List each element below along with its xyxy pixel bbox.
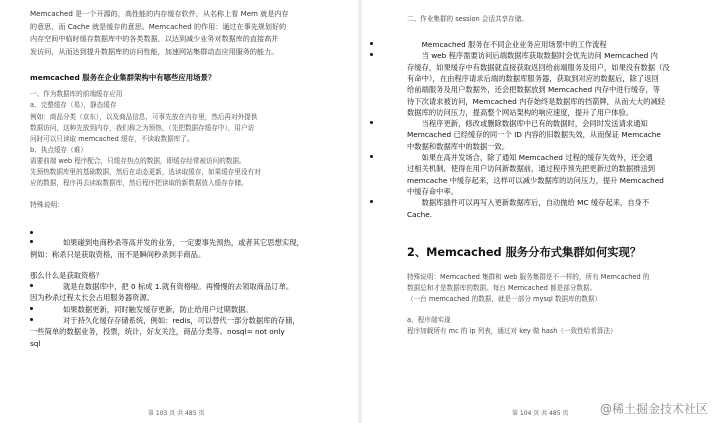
right-page <box>362 0 720 423</box>
bullet-dot <box>30 307 33 310</box>
section-heading: 2、Memcached 服务分布式集群如何实现？ <box>407 245 642 259</box>
bullet-item <box>407 197 690 208</box>
text-line: 问时可以只读取 memcached 缓存，不读取数据库了。 <box>30 134 194 143</box>
text-line: 数据总和才是数据库的数据。每台 Memcached 都是部分数据。 <box>407 283 597 292</box>
text-line: Memcached 是一个开源的，高性能的内存缓存软件，从名称上看 Mem 就是内存 <box>30 9 289 18</box>
text-line: 有命中），在由程序请求后端的数据库服务器，获取到对应的数据后，除了返回 <box>407 73 659 83</box>
text-line: 应的数据，程序再去读取数据库，然后程序把读取的新数据放入缓存存储。 <box>30 179 248 188</box>
bullet-item <box>407 39 690 50</box>
text-line: 因为秒杀过程太长会占用服务器资源。 <box>30 293 155 303</box>
text-line: 当 web 程序需要访问后端数据库获取数据时会优先访问 Memcached 内 <box>421 51 658 61</box>
text-line: a、程序端实现 <box>407 316 451 325</box>
intro-paragraph <box>30 8 336 58</box>
watermark: @稀土掘金技术社区 <box>599 402 708 416</box>
scenario-list <box>30 89 336 189</box>
text-line: 那么什么是获取资格？ <box>30 270 103 280</box>
text-line: 先预热数据库里的基础数据，然后在动态更新，选读取缓存，如果缓存里没有对 <box>30 168 261 177</box>
text-line: 如果数据更新，同时触发缓存更新，防止给用户过期数据。 <box>63 304 253 314</box>
section-heading: memcached 服务在企业集群架构中有哪些应用场景？ <box>30 73 216 83</box>
text-line: 如果碰到电商秒杀等高并发的业务，一定要事先预热，或者其它思想实现， <box>63 238 304 248</box>
text-line: 程序加载所有 mc 的 ip 列表，通过对 key 做 hash（一致性哈希算法） <box>407 327 617 336</box>
bullet-dot <box>370 42 373 45</box>
bullet-item <box>63 281 336 292</box>
text-line: b、执点缓存（难） <box>30 145 87 154</box>
text-line: Memcached 服务在不同企业业务应用场景中的工作流程 <box>421 40 607 50</box>
text-line: 给前端服务及用户数据外，还会把数据放到 Memcached 内存中进行缓存，等 <box>407 85 661 95</box>
bullet-item <box>63 315 336 326</box>
text-line: 例如：称杀只是获取资格，而不是瞬间秒杀到手商品。 <box>30 249 206 259</box>
bullet-dot <box>370 155 373 158</box>
text-line: 的意思，而 Cache 就是缓存的意思。Memcached 的作用：通过在事先规划好的 <box>30 21 287 31</box>
text-line: 特殊说明：Memcached 集群和 web 服务集群是不一样的，所有 Memcached 的 <box>407 272 650 281</box>
page-number: 第 103 页 共 485 页 <box>148 410 205 417</box>
text-line: 数据库的访问压力，提高整个网站架构的响应速度，提升了用户体验。 <box>407 107 634 117</box>
text-line: a、完整缓存（易），静态缓存 <box>30 101 117 110</box>
section-title: 二、作业集群的 session 会话共享存储。 <box>407 15 528 23</box>
text-line: 一、作为数据库的前端缓存应用 <box>30 90 123 99</box>
text-line: Cache. <box>407 209 433 219</box>
text-line: 当程序更新，修改或删除数据库中已有的数据时，会同时发送请求通知 <box>421 119 648 129</box>
bullet-item <box>63 237 336 248</box>
text-line: 过相关机制，使得在用户访问新数据前，通过程序预先把更新过的数据推送到 <box>407 164 656 174</box>
left-page <box>0 0 358 423</box>
bullet-dot <box>30 240 33 243</box>
special-note-label: 特殊说明： <box>30 201 64 210</box>
text-line: 内存空间中临时缓存数据库中的各类数据，以达到减少业务对数据库的直接高并 <box>30 34 279 44</box>
bullet-empty <box>30 227 336 237</box>
bullet-item <box>407 118 690 129</box>
text-line: Memcached 已经缓存的同一个 ID 内容的旧数据失效，从而保证 Memcache <box>407 130 661 140</box>
bullet-item <box>407 50 690 61</box>
bullet-dot <box>30 284 33 287</box>
text-line: 中缓存命中率。 <box>407 186 459 196</box>
text-line: 就是在数据库中，把 0 标成 1.就有资格啦。再慢慢的去领取商品订单。 <box>63 282 294 292</box>
text-line: 中数据和数据库中的数据一致。 <box>407 141 510 151</box>
bullet-dot <box>370 121 373 124</box>
text-line: 如果在高并发场合，除了通知 Memcached 过程的缓存失效外，还会通 <box>421 153 653 163</box>
bullet-dot <box>370 53 373 56</box>
text-line: 一些简单的数据业务，投票，统计，好友关注，商品分类等。nosql= not only <box>30 327 285 337</box>
bullet-item <box>407 152 690 163</box>
bullet-dot <box>370 200 373 203</box>
text-line: sql <box>30 338 41 348</box>
text-line: 对于持久化缓存存储系统，例如：redis，可以替代一部分数据库的存储， <box>63 316 300 325</box>
bullet-dot <box>30 231 33 234</box>
bullet-item <box>63 304 336 315</box>
text-line: memcache 中缓存起来，这样可以减少数据库的访问压力，提升 Memcached <box>407 175 664 185</box>
page-number: 第 104 页 共 485 页 <box>512 410 569 417</box>
text-line: 需要前端 web 程序配合，只缓存热点的数据，即缓存经常被访问的数据。 <box>30 156 246 165</box>
text-line: 发访问，从而达到提升数据库的访问性能，加速网站集群动态应用服务的能力。 <box>30 46 279 56</box>
bullet-dot <box>30 318 33 321</box>
text-line: 例如：商品分类（京东），以及商品信息，可事先放在内存里，然后再对外提供 <box>30 112 258 121</box>
text-line: 存缓存，如果缓存中有数据就直接获取返回给前端服务及用户，如果没有数据（没 <box>407 62 670 72</box>
text-line: 待下次请求被访问，Memcached 内存始终是数据库的挡箭牌，从而大大的减轻 <box>407 96 666 106</box>
text-line: 数据库插件可以再写入更新数据库后，自动抛给 MC 缓存起来，自身不 <box>421 198 650 208</box>
text-line: 数据访问，这种先放到内存，我们称之为预热，（先把数据存缓存中），用户访 <box>30 123 255 132</box>
text-line: （一台 memcached 的数据，就是一部分 mysql 数据库的数据） <box>407 295 602 304</box>
